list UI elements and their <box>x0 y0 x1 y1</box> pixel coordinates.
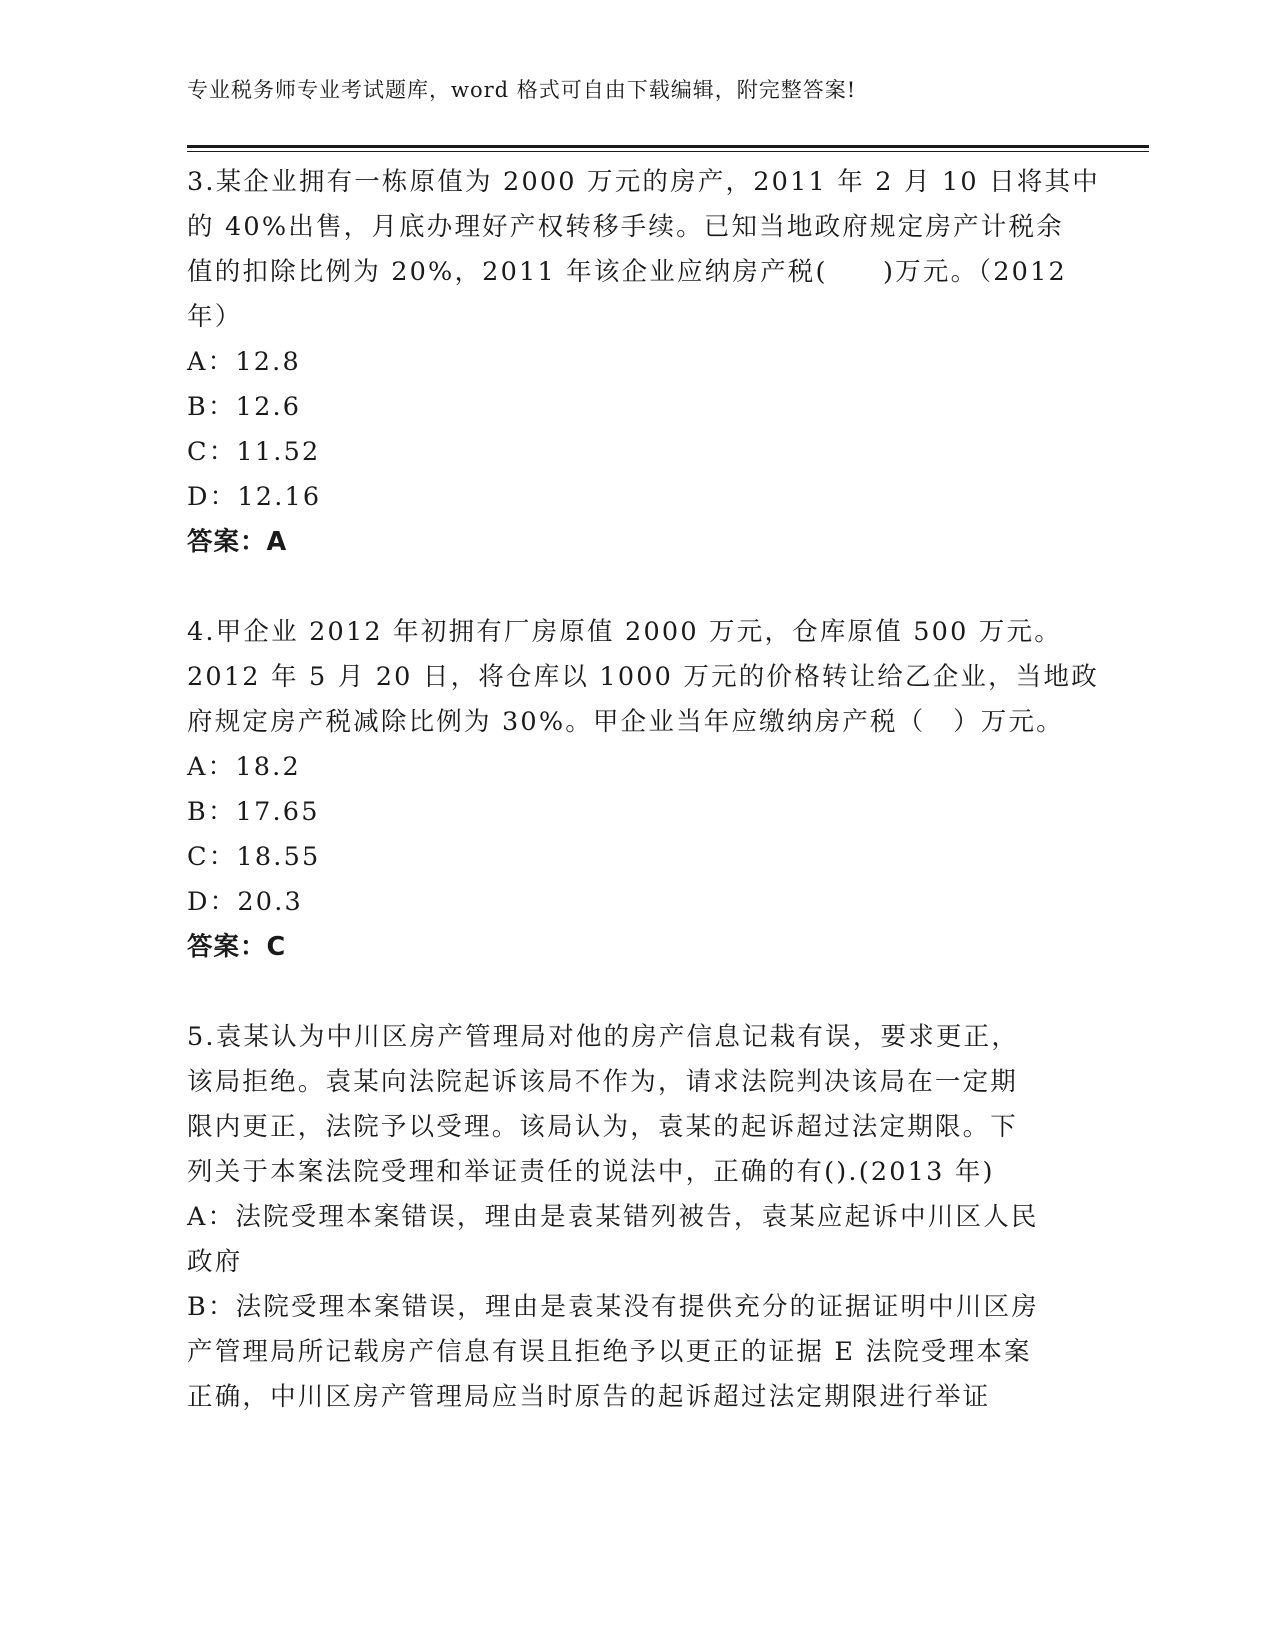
question-spacer <box>187 565 1087 610</box>
question-5-stem-line-2: 该局拒绝。袁某向法院起诉该局不作为，请求法院判决该局在一定期 <box>187 1067 1019 1097</box>
question-4-option-a: A：18.2 <box>187 752 301 782</box>
question-3-stem-line-2: 的 40%出售，月底办理好产权转移手续。已知当地政府规定房产计税余 <box>187 212 1064 242</box>
question-4-answer: 答案：C <box>187 932 287 962</box>
question-3 <box>187 160 1100 565</box>
question-5-option-a-line-2: 政府 <box>187 1247 243 1277</box>
question-5-stem-line-4: 列关于本案法院受理和举证责任的说法中，正确的有().(2013 年) <box>187 1157 995 1187</box>
question-5-stem-line-1: 5.袁某认为中川区房产管理局对他的房产信息记栽有误，要求更正， <box>187 1022 1020 1052</box>
question-5-stem-line-3: 限内更正，法院予以受理。该局认为，袁某的起诉超过法定期限。下 <box>187 1112 1019 1142</box>
question-4-option-c: C：18.55 <box>187 842 321 872</box>
question-4-option-b: B：17.65 <box>187 797 320 827</box>
question-3-option-d: D：12.16 <box>187 482 322 512</box>
question-5-option-b-line-2: 产管理局所记载房产信息有误且拒绝予以更正的证据 E 法院受理本案 <box>187 1337 1032 1367</box>
question-5 <box>187 1015 1087 1420</box>
question-3-stem-line-4: 年） <box>187 302 243 332</box>
question-4-stem-line-2: 2012 年 5 月 20 日，将仓库以 1000 万元的价格转让给乙企业，当地政 <box>187 662 1099 692</box>
question-5-option-b-line-1: B：法院受理本案错误，理由是袁某没有提供充分的证据证明中川区房 <box>187 1292 1039 1322</box>
question-spacer <box>187 970 1087 1015</box>
question-5-option-a-line-1: A：法院受理本案错误，理由是袁某错列被告，袁某应起诉中川区人民 <box>187 1202 1039 1232</box>
question-4-stem-line-1: 4.甲企业 2012 年初拥有厂房原值 2000 万元，仓库原值 500 万元。 <box>187 617 1062 647</box>
question-3-option-b: B：12.6 <box>187 392 302 422</box>
header-rule-thin <box>187 151 1149 152</box>
question-3-stem-line-3: 值的扣除比例为 20%，2011 年该企业应纳房产税( )万元。（2012 <box>187 257 1067 287</box>
header-rule-thick <box>187 145 1149 148</box>
question-3-option-c: C：11.52 <box>187 437 321 467</box>
question-5-option-b-line-3: 正确，中川区房产管理局应当时原告的起诉超过法定期限进行举证 <box>187 1382 991 1412</box>
question-3-answer: 答案：A <box>187 527 288 557</box>
question-3-option-a: A：12.8 <box>187 347 301 377</box>
question-4-stem-line-3: 府规定房产税减除比例为 30%。甲企业当年应缴纳房产税（ ）万元。 <box>187 707 1064 737</box>
question-list <box>187 160 1100 1420</box>
page-header: 专业税务师专业考试题库，word 格式可自由下载编辑，附完整答案! <box>187 78 857 102</box>
question-4-option-d: D：20.3 <box>187 887 303 917</box>
question-4 <box>187 610 1099 970</box>
question-3-stem-line-1: 3.某企业拥有一栋原值为 2000 万元的房产，2011 年 2 月 10 日将其中 <box>187 167 1100 197</box>
